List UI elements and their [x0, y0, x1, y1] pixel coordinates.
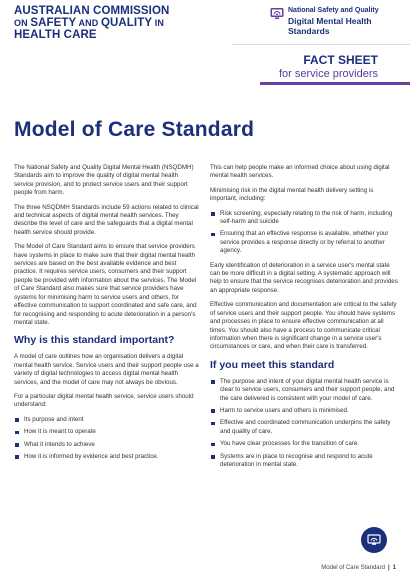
wifi-icon [361, 527, 387, 553]
deterioration-paragraph: Early identification of deterioration in a service user's mental state can be more difficult in a digital setting. A systematic approach will help to ensure that the service recognises deterioration and provides an appropriate response. [210, 261, 398, 294]
accent-bar [260, 82, 410, 85]
list-item: How it is meant to operate [14, 428, 199, 436]
fact-sheet-subtitle: for service providers [278, 68, 378, 80]
standards-badge [270, 6, 379, 36]
badge-line-3: Standards [288, 26, 330, 36]
digital-standards-icon [270, 7, 284, 21]
org-line-1: AUSTRALIAN COMMISSION [14, 5, 170, 17]
list-item: Effective and coordinated communication underpins the safety and quality of care. [210, 419, 400, 436]
understand-list [14, 416, 199, 462]
badge-line-2: Digital Mental Health [288, 16, 372, 26]
footer-separator: | [387, 565, 390, 571]
informed-choice-paragraph: This can help people make an informed choice about using digital mental health services. [210, 164, 390, 180]
fact-sheet-banner [232, 44, 410, 84]
list-item: You have clear processes for the transition of care. [210, 440, 400, 448]
risk-list [210, 210, 400, 256]
badge-line-1: National Safety and Quality [288, 7, 379, 14]
org-line-2: ON SAFETY AND QUALITY IN HEALTH CARE [14, 17, 164, 41]
why-important-heading: Why is this standard important? [14, 334, 175, 347]
page-title: Model of Care Standard [14, 118, 255, 141]
communication-paragraph: Effective communication and documentation are critical to the safety of service users and their support people. You should have systems and processes in place to ensure effective communication at all times. You should also have a process to communicate critical information when there is significant change in a service user's circumstances or care, and when their care is transferred. [210, 301, 397, 351]
list-item: Its purpose and intent [14, 416, 199, 424]
left-column [14, 164, 199, 467]
meet-standard-heading: If you meet this standard [210, 358, 335, 371]
list-item: How it is informed by evidence and best practice. [14, 453, 199, 461]
fact-sheet-title: FACT SHEET [303, 53, 378, 67]
standards-paragraph: The three NSQDMH Standards include 59 actions related to clinical and technical aspects of digital mental health services. They describe the level of care and the safeguards that a digital mental health service should provide. [14, 203, 199, 236]
intro-paragraph: The National Safety and Quality Digital Mental Health (NSQDMH) Standards aim to improve the quality of digital mental health service provision, and to protect service users and their support people from harm. [14, 164, 194, 197]
model-outline-paragraph: A model of care outlines how an organisation delivers a digital mental health service. Service users and their support people use a variety of digital technologies to access digital mental health services, and the model of care may not always be obvious. [14, 353, 199, 386]
list-item: Risk screening, especially relating to the risk of harm, including self-harm and suicide [210, 210, 400, 227]
right-column [210, 164, 400, 475]
list-item: What it intends to achieve [14, 441, 199, 449]
page-footer [321, 565, 396, 571]
understand-intro-paragraph: For a particular digital mental health service, service users should understand: [14, 392, 194, 409]
commission-logo-text [14, 5, 204, 41]
list-item: The purpose and intent of your digital mental health service is clear to service users, consumers and their support people, and the care delivered is consistent with your model of care. [210, 378, 400, 403]
page-number: 1 [392, 565, 396, 571]
list-item: Harm to service users and others is minimised. [210, 407, 400, 415]
list-item: Systems are in place to recognise and respond to acute deterioration in mental state. [210, 453, 400, 470]
minimising-risk-paragraph: Minimising risk in the digital mental health delivery setting is important, including: [210, 186, 374, 203]
outcomes-list [210, 378, 400, 470]
model-of-care-paragraph: The Model of Care Standard aims to ensure that service providers have systems in place to make sure that their digital mental health services are based on the best available evidence and best practice. It requires service users, consumers and their support people be provided with information about the services. The Model of Care Standard also makes sure that service providers have systems for minimising harm to service users and others, for effective communication to support coordinated and safe care, and for recognising and responding to acute deterioration in a person's mental state. [14, 243, 197, 326]
footer-label: Model of Care Standard [321, 565, 385, 571]
list-item: Ensuring that an effective response is available, whether your service provides a response directly or by referral to another agency. [210, 230, 400, 255]
